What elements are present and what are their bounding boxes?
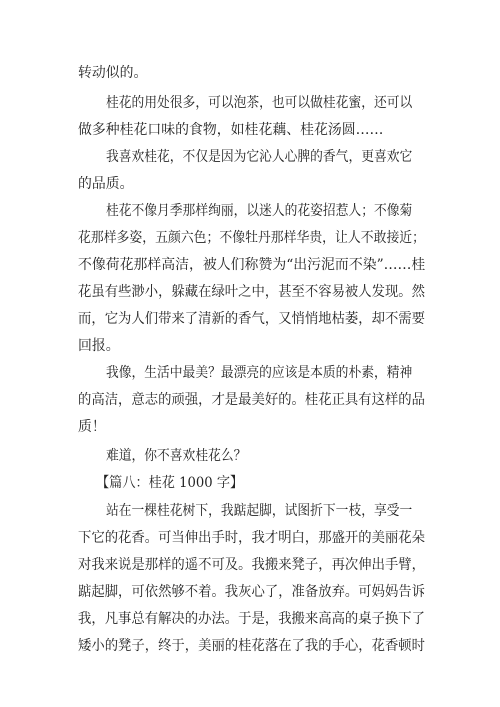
text-line: 我喜欢桂花，不仅是因为它沁人心脾的香气，更喜欢它 [106,149,413,165]
text-line: 桂花不像月季那样绚丽，以迷人的花姿招惹人；不像菊 [106,203,413,219]
text-line: 回报。 [78,338,120,354]
text-line: 的品质。 [78,176,134,192]
text-line: 转动似的。 [78,65,148,81]
text-line: 站在一棵桂花树下，我踮起脚，试图折下一枝，享受一 [106,503,413,519]
text-line: 而，它为人们带来了清新的香气，又悄悄地枯萎，却不需要 [78,311,425,327]
text-line: 下它的花香。可当伸出手时，我才明白，那盛开的美丽花朵 [78,530,425,546]
section-heading: 【篇八：桂花 1000 字】 [96,475,244,491]
text-line: 踮起脚，可依然够不着。我灰心了，准备放弃。可妈妈告诉 [78,584,425,600]
text-line: 桂花的用处很多，可以泡茶，也可以做桂花蜜，还可以 [106,95,413,111]
text-line: 难道，你不喜欢桂花么？ [106,448,247,464]
text-line: 做多种桂花口味的食物，如桂花藕、桂花汤圆…… [78,122,384,138]
text-line: 我，凡事总有解决的办法。于是，我搬来高高的桌子换下了 [78,611,425,627]
text-line: 花虽有些渺小，躲藏在绿叶之中，甚至不容易被人发现。然 [78,284,425,300]
text-line: 我像，生活中最美？最漂亮的应该是本质的朴素，精神 [106,365,413,381]
text-line: 矮小的凳子，终于，美丽的桂花落在了我的手心，花香顿时 [78,638,425,654]
text-line: 的高洁，意志的顽强，才是最美好的。桂花正具有这样的品 [78,392,425,408]
text-line: 不像荷花那样高洁，被人们称赞为“出污泥而不染”……桂 [78,257,426,273]
text-line: 花那样多姿，五颜六色；不像牡丹那样华贵，让人不敢接近； [78,230,425,246]
text-line: 对我来说是那样的遥不可及。我搬来凳子，再次伸出手臂， [78,557,425,573]
text-line: 质！ [78,419,106,435]
